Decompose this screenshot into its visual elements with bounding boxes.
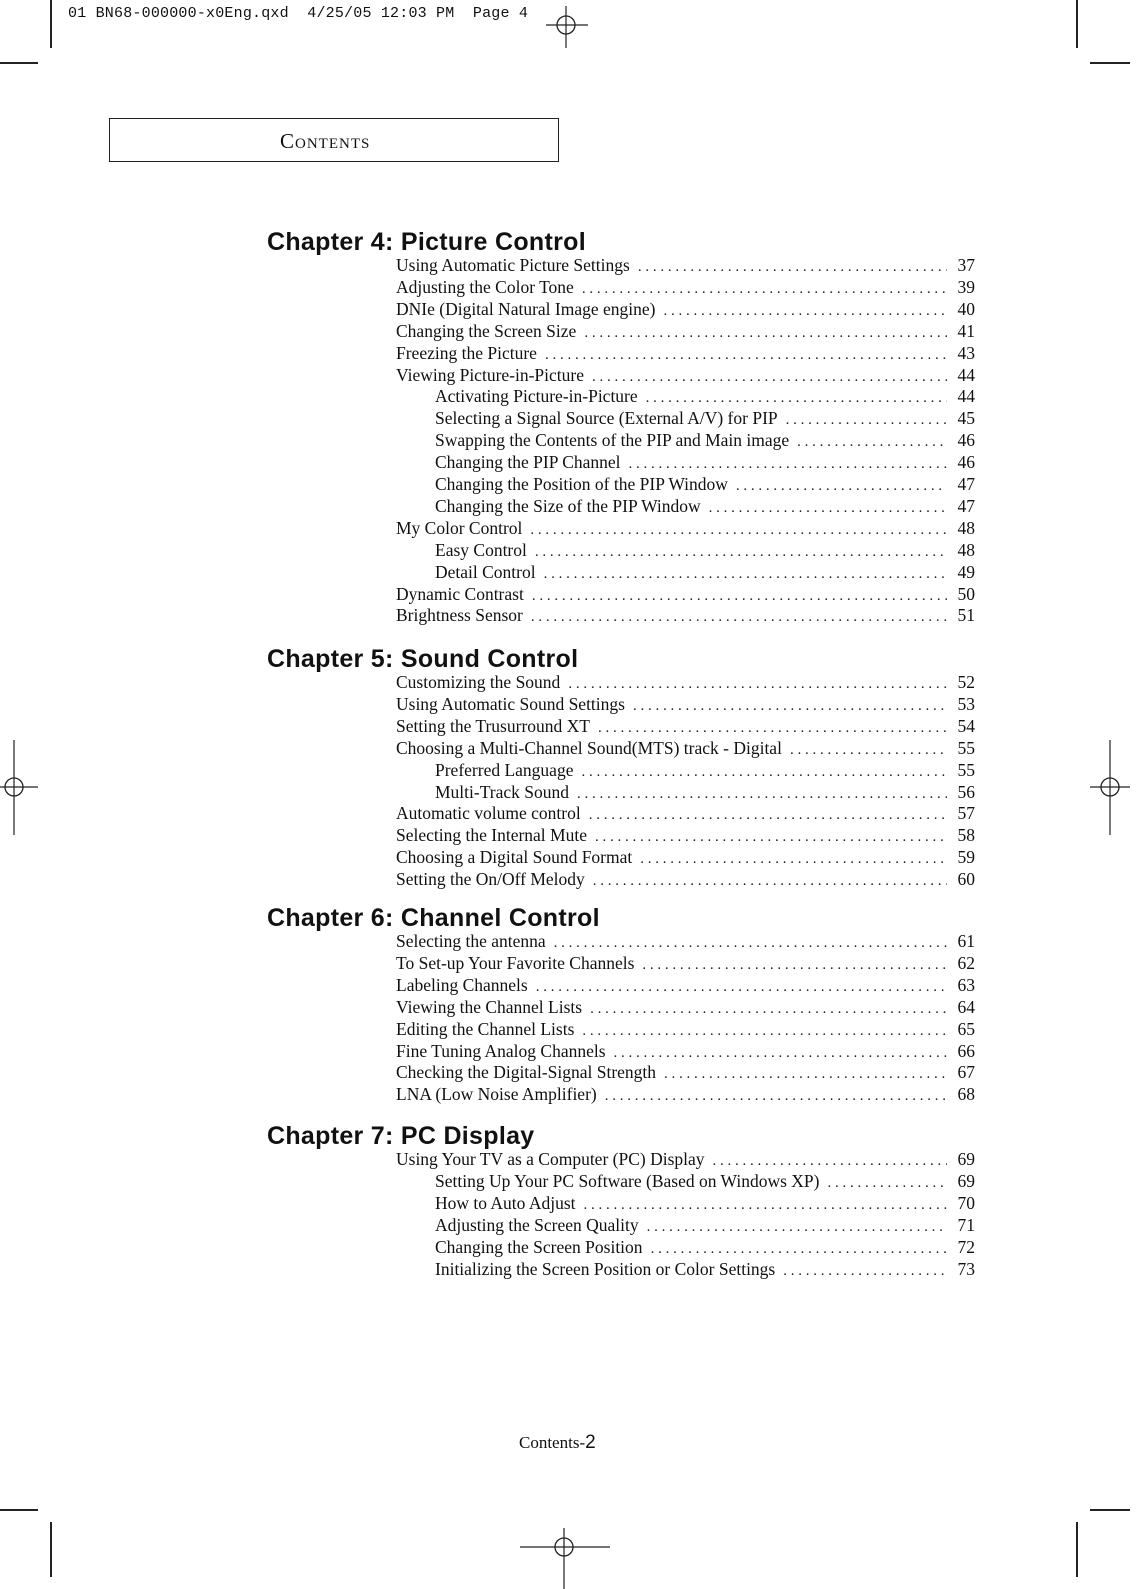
toc-entry[interactable] xyxy=(435,429,975,451)
dot-leader xyxy=(797,431,947,453)
dot-leader xyxy=(584,1194,947,1216)
toc-entry-title: Editing the Channel Lists xyxy=(396,1018,575,1039)
toc-entry[interactable] xyxy=(435,561,975,583)
toc-entry-title: Selecting the Internal Mute xyxy=(396,825,587,846)
dot-leader xyxy=(593,870,947,892)
toc-entry[interactable] xyxy=(396,517,975,539)
dot-leader xyxy=(736,475,947,497)
toc-entry-title: Changing the Size of the PIP Window xyxy=(435,495,701,516)
dot-leader xyxy=(544,563,947,585)
toc-entry-page: 46 xyxy=(957,452,975,473)
dot-leader xyxy=(554,932,947,954)
toc-entry[interactable] xyxy=(435,781,975,803)
toc-entry-page: 66 xyxy=(957,1040,975,1061)
toc-entry-page: 56 xyxy=(957,781,975,802)
toc-entry[interactable] xyxy=(396,1040,975,1062)
crop-mark xyxy=(1076,1522,1078,1577)
toc-entry-page: 41 xyxy=(957,320,975,341)
toc-entry-title: Using Automatic Sound Settings xyxy=(396,693,625,714)
toc-entry-title: Selecting a Signal Source (External A/V) for PIP xyxy=(435,408,778,429)
toc-entry-title: Setting the Trusurround XT xyxy=(396,715,590,736)
toc-entry-page: 52 xyxy=(957,672,975,692)
toc-entry[interactable] xyxy=(396,276,975,298)
crop-mark xyxy=(0,1509,38,1511)
dot-leader xyxy=(783,1260,947,1282)
toc-entry-page: 37 xyxy=(957,255,975,275)
toc-entry-title: DNIe (Digital Natural Image engine) xyxy=(396,298,656,319)
toc-entry-title: Viewing Picture-in-Picture xyxy=(396,364,584,385)
toc-entry-page: 73 xyxy=(957,1258,975,1279)
dot-leader xyxy=(577,783,947,805)
toc-entry-title: To Set-up Your Favorite Channels xyxy=(396,952,635,973)
toc-entry-title: Multi-Track Sound xyxy=(435,781,570,802)
toc-entry[interactable] xyxy=(396,1148,975,1170)
toc-entry-page: 55 xyxy=(957,737,975,758)
toc-entry-title: Initializing the Screen Position or Color Settings xyxy=(435,1258,776,1279)
toc-entry-page: 65 xyxy=(957,1018,975,1039)
footer-page-number: 2 xyxy=(585,1432,596,1453)
toc-entry-title: Choosing a Multi-Channel Sound(MTS) track - Digital xyxy=(396,737,782,758)
dot-leader xyxy=(532,585,947,607)
dot-leader xyxy=(713,1150,947,1172)
toc-entry-title: My Color Control xyxy=(396,517,523,538)
toc-entry-page: 70 xyxy=(957,1192,975,1213)
page-footer xyxy=(519,1432,596,1454)
dot-leader xyxy=(647,1216,947,1238)
toc-entry-page: 60 xyxy=(957,869,975,890)
toc-entry-page: 46 xyxy=(957,430,975,451)
toc-entry[interactable] xyxy=(435,1258,975,1280)
dot-leader xyxy=(545,344,947,366)
toc-entry[interactable] xyxy=(435,1170,975,1192)
toc-entry-title: Selecting the antenna xyxy=(396,931,546,951)
toc-entry[interactable] xyxy=(396,802,975,824)
toc-entry-title: Viewing the Channel Lists xyxy=(396,996,583,1017)
toc-entry-page: 54 xyxy=(957,715,975,736)
toc-entry-page: 45 xyxy=(957,408,975,429)
toc-entry-page: 67 xyxy=(957,1062,975,1083)
toc-entry-title: Easy Control xyxy=(435,539,527,560)
crop-mark xyxy=(1076,0,1078,48)
toc-entry[interactable] xyxy=(396,298,975,320)
dot-leader xyxy=(595,826,947,848)
toc-entry-page: 39 xyxy=(957,276,975,297)
toc-entry-page: 69 xyxy=(957,1170,975,1191)
toc-entry[interactable] xyxy=(435,759,975,781)
toc-entry-page: 40 xyxy=(957,298,975,319)
toc-entry-title: Preferred Language xyxy=(435,759,574,780)
toc-entry-page: 48 xyxy=(957,517,975,538)
toc-entry-page: 64 xyxy=(957,996,975,1017)
toc-entry-title: Detail Control xyxy=(435,561,536,582)
toc-entry[interactable] xyxy=(435,385,975,407)
toc-entry-page: 59 xyxy=(957,847,975,868)
contents-title: Contents xyxy=(280,129,371,153)
toc-entry-title: Activating Picture-in-Picture xyxy=(435,386,638,407)
crop-mark xyxy=(1090,62,1130,64)
toc-entry-page: 63 xyxy=(957,974,975,995)
toc-entry[interactable] xyxy=(396,1083,975,1105)
toc-entry-title: Checking the Digital-Signal Strength xyxy=(396,1062,657,1083)
chapter-heading: Chapter 7: PC Display xyxy=(267,1122,535,1150)
toc-entry-page: 57 xyxy=(957,803,975,824)
toc-entry-page: 55 xyxy=(957,759,975,780)
dot-leader xyxy=(827,1172,947,1194)
toc-entry-title: Setting the On/Off Melody xyxy=(396,869,585,890)
toc-entry-page: 47 xyxy=(957,495,975,516)
toc-entry[interactable] xyxy=(435,1236,975,1258)
toc-entry[interactable] xyxy=(396,952,975,974)
toc-entry-title: Using Automatic Picture Settings xyxy=(396,255,630,275)
dot-leader xyxy=(664,1063,947,1085)
toc-entry-page: 68 xyxy=(957,1084,975,1105)
registration-mark-icon xyxy=(540,2,590,48)
crop-mark xyxy=(50,1522,52,1577)
toc-entry[interactable] xyxy=(396,1018,975,1040)
dot-leader xyxy=(530,519,947,541)
toc-entry-page: 44 xyxy=(957,364,975,385)
dot-leader xyxy=(531,606,947,628)
toc-entry[interactable] xyxy=(435,1214,975,1236)
dot-leader xyxy=(582,1020,947,1042)
dot-leader xyxy=(582,278,947,300)
toc-entry[interactable] xyxy=(435,473,975,495)
dot-leader xyxy=(605,1085,947,1107)
toc-entry-title: Swapping the Contents of the PIP and Main image xyxy=(435,430,790,451)
dot-leader xyxy=(646,387,947,409)
toc-entry-title: Changing the Position of the PIP Window xyxy=(435,474,728,494)
toc-entry-title: Adjusting the Color Tone xyxy=(396,276,574,297)
toc-entry-page: 62 xyxy=(957,952,975,973)
dot-leader xyxy=(584,322,947,344)
toc-entry-page: 44 xyxy=(957,386,975,407)
toc-entry[interactable] xyxy=(396,824,975,846)
toc-entry[interactable] xyxy=(396,715,975,737)
toc-entry-page: 43 xyxy=(957,342,975,363)
toc-entry-title: Choosing a Digital Sound Format xyxy=(396,847,633,868)
toc-entry-title: LNA (Low Noise Amplifier) xyxy=(396,1084,597,1105)
toc-entry-page: 47 xyxy=(957,474,975,494)
registration-mark-icon xyxy=(1090,740,1130,835)
toc-entry-title: Setting Up Your PC Software (Based on Windows XP) xyxy=(435,1170,820,1191)
toc-entry-title: Adjusting the Screen Quality xyxy=(435,1214,639,1235)
toc-entry[interactable] xyxy=(396,996,975,1018)
toc-entry-page: 51 xyxy=(957,605,975,626)
toc-entry[interactable] xyxy=(435,451,975,473)
dot-leader xyxy=(614,1042,947,1064)
toc-entry[interactable] xyxy=(396,254,975,276)
toc-entry-title: Using Your TV as a Computer (PC) Display xyxy=(396,1149,705,1169)
toc-entry-page: 50 xyxy=(957,583,975,604)
chapter-heading: Chapter 5: Sound Control xyxy=(267,645,579,673)
toc-entry-page: 58 xyxy=(957,825,975,846)
dot-leader xyxy=(590,998,947,1020)
print-slug: 01 BN68-000000-x0Eng.qxd 4/25/05 12:03 PM Page 4 xyxy=(68,5,529,22)
toc-entry-title: Fine Tuning Analog Channels xyxy=(396,1040,606,1061)
toc-entry-title: Changing the PIP Channel xyxy=(435,452,621,473)
toc-entry-title: How to Auto Adjust xyxy=(435,1192,576,1213)
toc-entry-title: Freezing the Picture xyxy=(396,342,537,363)
toc-entry-page: 48 xyxy=(957,539,975,560)
toc-entry-title: Customizing the Sound xyxy=(396,672,561,692)
dot-leader xyxy=(651,1238,947,1260)
toc-entry-title: Dynamic Contrast xyxy=(396,583,524,604)
footer-label: Contents- xyxy=(519,1433,586,1452)
toc-entry-page: 61 xyxy=(957,931,975,951)
toc-entry[interactable] xyxy=(396,737,975,759)
toc-entry-page: 49 xyxy=(957,561,975,582)
toc-entry-page: 72 xyxy=(957,1236,975,1257)
dot-leader xyxy=(790,739,947,761)
dot-leader xyxy=(638,256,947,278)
dot-leader xyxy=(786,409,947,431)
dot-leader xyxy=(589,804,947,826)
toc-entry-title: Changing the Screen Position xyxy=(435,1236,643,1257)
toc-entry[interactable] xyxy=(396,583,975,605)
contents-header xyxy=(109,118,559,162)
toc-entry[interactable] xyxy=(396,930,975,952)
dot-leader xyxy=(536,976,947,998)
toc-entry[interactable] xyxy=(435,539,975,561)
dot-leader xyxy=(598,717,947,739)
dot-leader xyxy=(709,497,947,519)
dot-leader xyxy=(663,300,947,322)
toc-entry[interactable] xyxy=(396,320,975,342)
toc-entry[interactable] xyxy=(435,407,975,429)
crop-mark xyxy=(1090,1509,1130,1511)
toc-entry[interactable] xyxy=(435,495,975,517)
dot-leader xyxy=(581,761,947,783)
registration-mark-icon xyxy=(520,1528,610,1589)
toc-entry[interactable] xyxy=(396,868,975,890)
toc-entry-page: 53 xyxy=(957,693,975,714)
toc-entry-title: Automatic volume control xyxy=(396,803,581,824)
dot-leader xyxy=(592,366,947,388)
toc-entry[interactable] xyxy=(396,604,975,626)
toc-entry[interactable] xyxy=(435,1192,975,1214)
crop-mark xyxy=(50,0,52,48)
toc-entry[interactable] xyxy=(396,846,975,868)
toc-entry-page: 69 xyxy=(957,1149,975,1169)
toc-entry[interactable] xyxy=(396,671,975,693)
dot-leader xyxy=(633,695,947,717)
dot-leader xyxy=(640,848,947,870)
registration-mark-icon xyxy=(0,740,40,835)
toc-entry[interactable] xyxy=(396,974,975,996)
toc-entry-page: 71 xyxy=(957,1214,975,1235)
toc-entry-title: Brightness Sensor xyxy=(396,605,523,626)
dot-leader xyxy=(629,453,947,475)
toc-entry-title: Changing the Screen Size xyxy=(396,320,577,341)
toc-entry[interactable] xyxy=(396,693,975,715)
dot-leader xyxy=(568,673,947,695)
chapter-heading: Chapter 4: Picture Control xyxy=(267,228,586,256)
dot-leader xyxy=(535,541,947,563)
toc-entry-title: Labeling Channels xyxy=(396,974,528,995)
crop-mark xyxy=(0,62,38,64)
toc-entry[interactable] xyxy=(396,342,975,364)
dot-leader xyxy=(642,954,947,976)
toc-entry[interactable] xyxy=(396,364,975,386)
chapter-heading: Chapter 6: Channel Control xyxy=(267,904,600,932)
toc-entry[interactable] xyxy=(396,1061,975,1083)
